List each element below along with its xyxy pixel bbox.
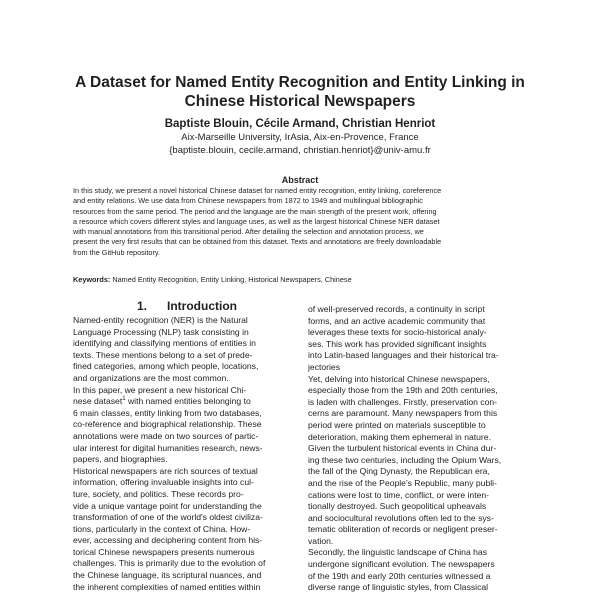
text-line: present the very first results that can be obtained from this dataset. Texts and annotations are freely downloadable <box>73 237 442 247</box>
title-line: A Dataset for Named Entity Recognition and Entity Linking in <box>75 74 525 91</box>
keywords-label: Keywords: <box>73 275 111 284</box>
author-emails: {baptiste.blouin, cecile.armand, christian.henriot}@univ-amu.fr <box>169 145 431 156</box>
left-column <box>73 315 295 593</box>
text-line: from the GitHub repository. <box>73 247 161 257</box>
text-line: forms, and an active academic community that <box>308 315 486 326</box>
title-line: Chinese Historical Newspapers <box>184 93 416 110</box>
affiliation: Aix-Marseille University, IrAsia, Aix-en-Provence, France <box>181 132 419 143</box>
text-line: a resource which covers different styles and language uses, as well as the largest historical Chinese NER dataset <box>73 216 440 226</box>
paper-title <box>40 73 560 111</box>
text-line: diverse range of linguistic styles, from Classical <box>308 582 489 593</box>
text-line: and organizations are the most common. <box>73 372 229 383</box>
dataset-text: nese dataset <box>73 396 123 407</box>
keywords <box>73 275 527 285</box>
text-line: period were printed on materials susceptible to <box>308 419 486 430</box>
text-line: Given the turbulent historical events in China dur- <box>308 443 497 454</box>
text-line: and sociocultural revolutions often led to the sys- <box>308 512 494 523</box>
text-line: texts. These mentions belong to a set of prede- <box>73 349 253 360</box>
text-line: tematic obliteration of records or negligent preser- <box>308 524 498 535</box>
text-line: undergone significant evolution. The newspapers <box>308 559 495 570</box>
text-line: fined categories, among which people, locations, <box>73 361 259 372</box>
text-line: Yet, delving into historical Chinese newspapers, <box>308 373 490 384</box>
text-line: is laden with challenges. Firstly, preservation con- <box>308 396 497 407</box>
section-title: Introduction <box>167 299 237 313</box>
text-line: and entity relations. We use data from Chinese newspapers from 1872 to 1949 and multilingual bibliographic <box>73 196 423 206</box>
text-line: challenges. This is primarily due to the evolution of <box>73 558 266 569</box>
text-line: ture, society, and politics. These records pro- <box>73 488 244 499</box>
text-line: tionally destroyed. Such geopolitical upheavals <box>308 501 487 512</box>
right-column <box>308 304 530 594</box>
text-line: vation. <box>308 535 334 546</box>
text-line: ever, accessing and deciphering content from his- <box>73 535 263 546</box>
text-line: ing these two centuries, including the Opium Wars, <box>308 454 502 465</box>
text-line: leverages these texts for socio-historical analy- <box>308 327 487 338</box>
text-line: with manual annotations from this transitional period. After detailing the selection and annotation process, we <box>73 227 424 237</box>
text-line: Secondly, the linguistic landscape of China has <box>308 547 487 558</box>
text-line: tions, particularly in the context of China. How- <box>73 523 251 534</box>
text-line: cerns are paramount. Many newspapers from this <box>308 408 498 419</box>
text-line: ular interest for digital humanities research, news- <box>73 442 263 453</box>
left-column-text-b <box>73 408 295 594</box>
abstract-body <box>73 186 527 258</box>
text-line: especially those from the 19th and 20th centuries, <box>308 385 498 396</box>
text-line: resources from the same period. The period and the language are the main strength of the present work, offering <box>73 206 437 216</box>
text-line: into Latin-based languages and their historical tra- <box>308 350 499 361</box>
abstract-heading: Abstract <box>281 175 319 185</box>
text-line: the Chinese language, its scriptural nuances, and <box>73 570 262 581</box>
text-line: In this study, we present a novel historical Chinese dataset for named entity recognition, entity linking, coreference <box>73 186 442 195</box>
text-line: vide a unique vantage point for understanding the <box>73 500 262 511</box>
text-line: 6 main classes, entity linking from two databases, <box>73 407 262 418</box>
text-line: the fall of the Qing Dynasty, the Republican era, <box>308 466 490 477</box>
text-line: Named-entity recognition (NER) is the Natural <box>73 315 248 325</box>
text-line: ses. This work has provided significant insights <box>308 338 487 349</box>
text-line: and the rise of the People's Republic, many publi- <box>308 477 497 488</box>
dataset-text-rest: with named entities belonging to <box>125 396 251 407</box>
text-line: torical Chinese newspapers presents numerous <box>73 546 255 557</box>
text-line: Language Processing (NLP) task consisting in <box>73 326 249 337</box>
keywords-text: Named Entity Recognition, Entity Linking, Historical Newspapers, Chinese <box>112 275 352 284</box>
left-column-text-a <box>73 315 295 396</box>
text-line: co-reference and biographical relationship. These <box>73 419 262 430</box>
text-line: identifying and classifying mentions of entities in <box>73 338 256 349</box>
text-line: In this paper, we present a new historical Chi- <box>73 384 247 395</box>
text-line <box>73 396 295 408</box>
text-line: cations were lost to time, conflict, or were inten- <box>308 489 490 500</box>
authors: Baptiste Blouin, Cécile Armand, Christian Henriot <box>164 118 436 130</box>
text-line: papers, and biographies. <box>73 454 168 465</box>
text-line: transformation of one of the world's oldest civiliza- <box>73 512 263 523</box>
text-line: of the 19th and early 20th centuries witnessed a <box>308 570 491 581</box>
section-heading <box>137 299 237 313</box>
text-line: annotations were made on two sources of partic- <box>73 430 259 441</box>
section-number: 1. <box>137 299 148 313</box>
text-line: deterioration, making them ephemeral in nature. <box>308 431 491 442</box>
footnote-marker[interactable]: 1 <box>122 396 126 403</box>
text-line: information, offering invaluable insights into cul- <box>73 477 254 488</box>
text-line: of well-preserved records, a continuity in script <box>308 304 485 314</box>
text-line: jectories <box>308 361 340 372</box>
text-line: Historical newspapers are rich sources of textual <box>73 465 258 476</box>
text-line: the inherent complexities of named entities within <box>73 581 261 592</box>
